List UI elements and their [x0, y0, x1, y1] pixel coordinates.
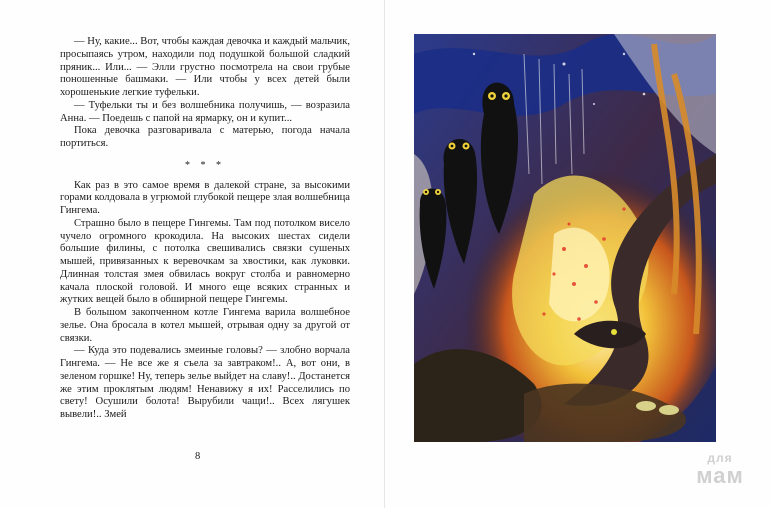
paragraph: В большом закопченном котле Гингема варила волшебное зелье. Она бросала в котел мышей, отрывая одну за другой от связки.	[60, 307, 350, 344]
watermark-line-2: мам	[696, 463, 744, 488]
paragraph: — Туфельки ты и без волшебника получишь, — возразила Анна. — Поедешь с папой на ярмарку, он и купит...	[60, 99, 350, 124]
paragraph: Как раз в это самое время в далекой стране, за высокими горами колдовала в угрюмой глубокой пещере злая волшебница Гингема.	[60, 179, 350, 216]
paragraph: — Куда это подевались змеиные головы? — злобно ворчала Гингема. — Не все же я съела за завтраком!.. А, вот они, в зеленом горшке! Ну, теперь зелье выйдет на славу!.. Достанется же этим проклятым людям! Ненавижу я их! Расселились по свету! Осушили болота! Вырубили чащи!.. Всех лягушек вывели!.. Змей	[60, 345, 350, 420]
site-watermark	[680, 452, 760, 488]
watermark-line-1: для	[707, 451, 733, 465]
cave-illustration	[414, 34, 716, 442]
left-page-text	[60, 36, 350, 422]
paragraph: Страшно было в пещере Гингемы. Там под потолком висело чучело огромного крокодила. На высоких шестах сидели большие филины, с потолка свешивались связки сушеных мышей, привязанных к веревочкам за хвостики, как луковки. Длинная толстая змея обвилась вокруг столба и равномерно качала плоской головой. И много еще всяких странных и жутких вещей было в обширной пещере Гингемы.	[60, 217, 350, 306]
paragraph: Пока девочка разговаривала с матерью, погода начала портиться.	[60, 125, 350, 149]
section-divider: * * *	[185, 159, 225, 171]
book-gutter	[384, 0, 385, 508]
page-number: 8	[195, 451, 201, 462]
paragraph: — Ну, какие... Вот, чтобы каждая девочка и каждый мальчик, просыпаясь утром, находили под подушкой большой сладкий пряник... Или... — Элли грустно посмотрела на свои грубые поношенные башмаки. — Или чтобы у всех детей были хорошенькие легкие туфельки.	[60, 36, 350, 98]
